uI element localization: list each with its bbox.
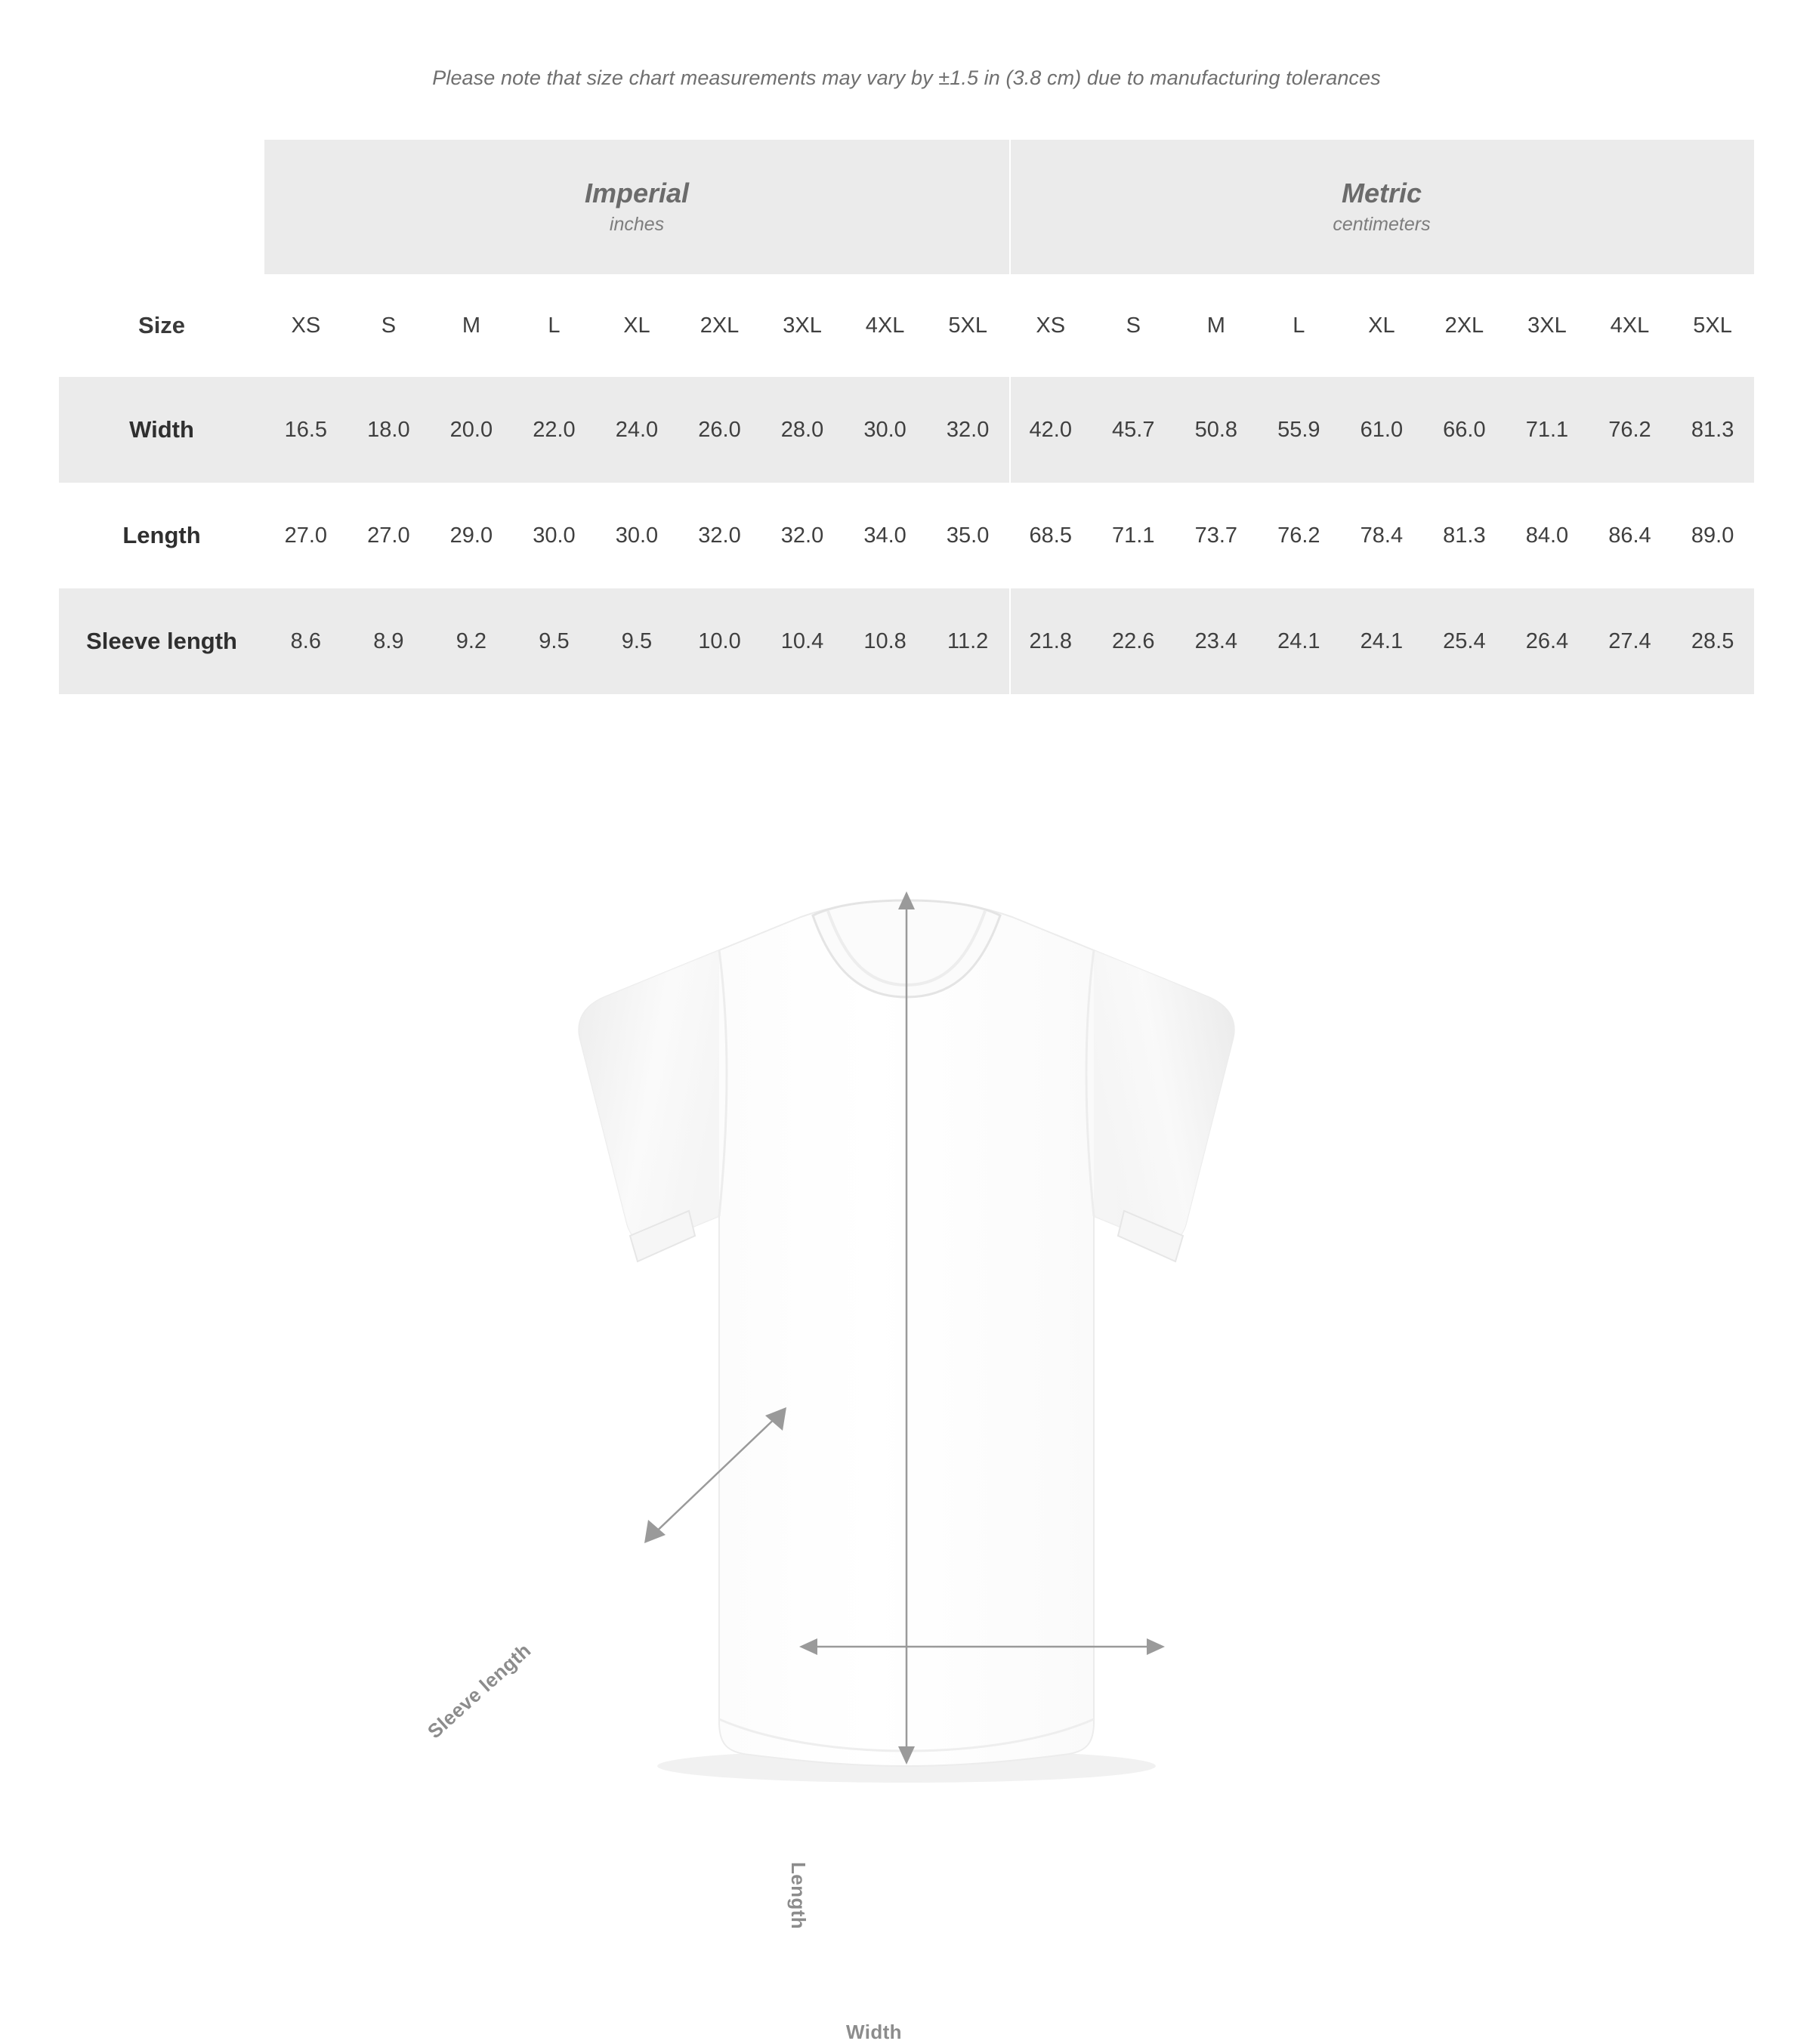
cell-length-imperial-l: 30.0 (513, 483, 596, 588)
sleeve-arrow-head-bottom (644, 1520, 666, 1543)
table-row (59, 588, 1754, 694)
cell-width-metric-l: 55.9 (1258, 377, 1341, 483)
cell-width-metric-m: 50.8 (1175, 377, 1258, 483)
cell-width-imperial-s: 18.0 (347, 377, 431, 483)
size-header-metric-4xl: 4XL (1589, 274, 1672, 377)
cell-sleeve-length-metric-m: 23.4 (1175, 588, 1258, 694)
cell-length-metric-4xl: 86.4 (1589, 483, 1672, 588)
tshirt-diagram (0, 801, 1813, 2043)
cell-length-imperial-m: 29.0 (430, 483, 513, 588)
size-header-metric-l: L (1258, 274, 1341, 377)
cell-width-imperial-3xl: 28.0 (761, 377, 844, 483)
row-label-sleeve-length: Sleeve length (59, 588, 264, 694)
size-header-label: Size (59, 274, 264, 377)
size-header-imperial-l: L (513, 274, 596, 377)
unit-header-row (59, 140, 1754, 274)
cell-sleeve-length-metric-s: 22.6 (1092, 588, 1175, 694)
table-corner (59, 140, 264, 274)
size-header-metric-5xl: 5XL (1671, 274, 1754, 377)
cell-length-metric-xl: 78.4 (1340, 483, 1423, 588)
cell-length-imperial-5xl: 35.0 (926, 483, 1009, 588)
table-row (59, 377, 1754, 483)
unit-imperial-sublabel: inches (609, 214, 665, 236)
unit-group-imperial (264, 140, 1009, 274)
cell-sleeve-length-imperial-3xl: 10.4 (761, 588, 844, 694)
cell-sleeve-length-metric-3xl: 26.4 (1506, 588, 1589, 694)
cell-width-imperial-2xl: 26.0 (678, 377, 761, 483)
width-measure-label: Width (846, 2021, 902, 2043)
size-header-row (59, 274, 1754, 377)
cell-width-metric-5xl: 81.3 (1671, 377, 1754, 483)
cell-width-metric-3xl: 71.1 (1506, 377, 1589, 483)
size-header-metric-xl: XL (1340, 274, 1423, 377)
cell-length-metric-2xl: 81.3 (1423, 483, 1506, 588)
unit-metric-label: Metric (1341, 177, 1422, 208)
cell-width-imperial-xs: 16.5 (264, 377, 347, 483)
size-header-imperial-m: M (430, 274, 513, 377)
measurement-disclaimer: Please note that size chart measurements may vary by ±1.5 in (3.8 cm) due to manufacturing tolerances (432, 66, 1381, 89)
size-header-imperial-4xl: 4XL (844, 274, 927, 377)
size-chart-table (59, 140, 1754, 694)
cell-length-metric-3xl: 84.0 (1506, 483, 1589, 588)
cell-width-imperial-l: 22.0 (513, 377, 596, 483)
width-arrow-head-right (1147, 1638, 1165, 1655)
sleeve-measure-label: Sleeve length (423, 1638, 536, 1743)
cell-sleeve-length-metric-2xl: 25.4 (1423, 588, 1506, 694)
size-chart-table-container (59, 140, 1754, 694)
unit-group-metric (1009, 140, 1754, 274)
cell-width-metric-s: 45.7 (1092, 377, 1175, 483)
cell-width-metric-xs: 42.0 (1009, 377, 1092, 483)
cell-sleeve-length-imperial-5xl: 11.2 (926, 588, 1009, 694)
size-header-imperial-2xl: 2XL (678, 274, 761, 377)
cell-length-metric-5xl: 89.0 (1671, 483, 1754, 588)
cell-length-imperial-xl: 30.0 (595, 483, 678, 588)
size-header-metric-2xl: 2XL (1423, 274, 1506, 377)
cell-sleeve-length-imperial-2xl: 10.0 (678, 588, 761, 694)
cell-length-metric-m: 73.7 (1175, 483, 1258, 588)
size-header-metric-m: M (1175, 274, 1258, 377)
cell-length-imperial-s: 27.0 (347, 483, 431, 588)
cell-sleeve-length-metric-5xl: 28.5 (1671, 588, 1754, 694)
length-measure-label: Length (787, 1862, 810, 1930)
cell-width-imperial-5xl: 32.0 (926, 377, 1009, 483)
size-header-imperial-5xl: 5XL (926, 274, 1009, 377)
tshirt-illustration (378, 816, 1435, 1813)
size-header-imperial-s: S (347, 274, 431, 377)
left-sleeve-shade (579, 950, 719, 1243)
unit-imperial-label: Imperial (584, 177, 690, 208)
row-label-width: Width (59, 377, 264, 483)
table-row (59, 483, 1754, 588)
cell-width-metric-xl: 61.0 (1340, 377, 1423, 483)
cell-sleeve-length-metric-l: 24.1 (1258, 588, 1341, 694)
cell-width-imperial-m: 20.0 (430, 377, 513, 483)
cell-sleeve-length-metric-xl: 24.1 (1340, 588, 1423, 694)
row-label-length: Length (59, 483, 264, 588)
cell-sleeve-length-imperial-l: 9.5 (513, 588, 596, 694)
cell-sleeve-length-metric-4xl: 27.4 (1589, 588, 1672, 694)
cell-length-metric-s: 71.1 (1092, 483, 1175, 588)
cell-sleeve-length-metric-xs: 21.8 (1009, 588, 1092, 694)
size-header-metric-3xl: 3XL (1506, 274, 1589, 377)
cell-width-imperial-xl: 24.0 (595, 377, 678, 483)
cell-sleeve-length-imperial-s: 8.9 (347, 588, 431, 694)
cell-length-metric-l: 76.2 (1258, 483, 1341, 588)
size-header-metric-s: S (1092, 274, 1175, 377)
cell-width-metric-4xl: 76.2 (1589, 377, 1672, 483)
size-header-imperial-xs: XS (264, 274, 347, 377)
size-header-imperial-3xl: 3XL (761, 274, 844, 377)
cell-sleeve-length-imperial-xs: 8.6 (264, 588, 347, 694)
cell-width-imperial-4xl: 30.0 (844, 377, 927, 483)
size-header-imperial-xl: XL (595, 274, 678, 377)
cell-length-imperial-2xl: 32.0 (678, 483, 761, 588)
cell-width-metric-2xl: 66.0 (1423, 377, 1506, 483)
cell-length-metric-xs: 68.5 (1009, 483, 1092, 588)
cell-length-imperial-3xl: 32.0 (761, 483, 844, 588)
cell-sleeve-length-imperial-m: 9.2 (430, 588, 513, 694)
size-header-metric-xs: XS (1009, 274, 1092, 377)
cell-length-imperial-xs: 27.0 (264, 483, 347, 588)
cell-sleeve-length-imperial-xl: 9.5 (595, 588, 678, 694)
right-sleeve-shade (1094, 950, 1234, 1243)
cell-sleeve-length-imperial-4xl: 10.8 (844, 588, 927, 694)
unit-metric-sublabel: centimeters (1333, 214, 1431, 236)
cell-length-imperial-4xl: 34.0 (844, 483, 927, 588)
